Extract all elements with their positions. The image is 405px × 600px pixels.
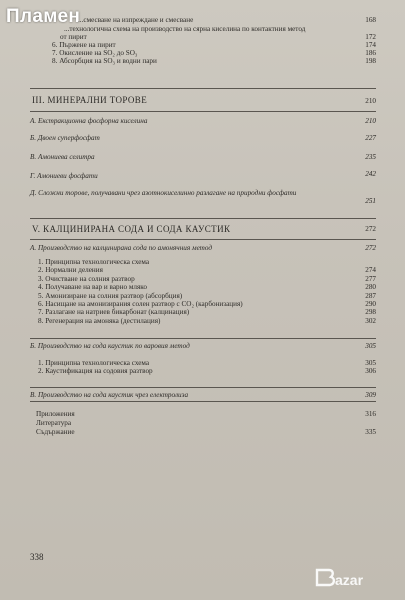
svg-text:azar: azar	[335, 572, 364, 588]
toc-line: Б. Двоен суперфосфат 227	[30, 134, 376, 142]
toc-top-items	[30, 16, 376, 64]
section-header-mineral-fertilizers: III. МИНЕРАЛНИ ТОРОВЕ 210	[30, 88, 376, 112]
toc-line: ...смесване на изпреждане и смесване 168	[78, 16, 376, 24]
section-header-soda: V. КАЛЦИНИРАНА СОДА И СОДА КАУСТИК 272	[30, 218, 376, 240]
page-number: 338	[30, 552, 44, 562]
toc-line: 2. Каустификация на содовия разтвор 306	[38, 367, 376, 376]
bazar-watermark-logo	[313, 566, 397, 594]
toc-subsection-b: Б. Производство на сода каустик по варовия метод 305	[30, 338, 376, 352]
toc-line: 7. Разлагане на натриев бикарбонат (калцинация) 298	[38, 308, 376, 317]
toc-section5-items	[30, 242, 376, 325]
toc-line: 7. Окисление на SO₂ до SO₃ 186	[52, 49, 376, 57]
toc-line: Съдържание 335	[36, 428, 376, 436]
toc-line: Д. Сложни торове, получавани чрез азотнокиселинно разлагане на природни фосфати 251	[30, 189, 376, 205]
toc-line: 1. Принципна технологическа схема	[38, 258, 150, 266]
toc-line: ...технологична схема на производство на сярна киселина по контактния метод	[64, 25, 306, 33]
toc-subsection-b-items	[30, 359, 376, 376]
toc-line: А. Екстракционна фосфорна киселина 210	[30, 117, 376, 125]
toc-line: 1. Принципна технологическа схема 305	[38, 359, 376, 367]
toc-line: 6. Пържене на пирит 174	[52, 41, 376, 49]
toc-line: 8. Абсорбция на SO₃ и водни пари 198	[52, 57, 376, 65]
toc-subsection: А. Производство на калцинирана сода по амонячния метод 272	[30, 244, 376, 252]
toc-subsection-v: В. Производство на сода каустик чрез електролиза 309	[30, 387, 376, 402]
toc-line: 4. Получаване на вар и варно мляко 280	[38, 283, 376, 292]
toc-line: 2. Нормални деления 274	[38, 266, 376, 275]
toc-tail-items	[30, 410, 376, 437]
toc-line: 8. Регенерация на амоняка (дестилация) 302	[38, 316, 376, 325]
toc-line: Приложения 316	[36, 410, 376, 418]
toc-line: В. Амониева селитра 235	[30, 153, 376, 161]
toc-line: 6. Насищане на амонизирания солен разтвор с CO₂ (карбонизация) 290	[38, 299, 376, 308]
toc-line: от пирит 172	[60, 33, 376, 41]
toc-section3-items	[30, 115, 376, 205]
toc-line: 5. Амонизиране на солния разтвор (абсорбция) 287	[38, 291, 376, 300]
toc-line: Г. Амониеви фосфати 242	[30, 170, 376, 180]
watermark-seller-name: Пламен	[6, 6, 81, 27]
toc-line: 3. Очистване на солния разтвор 277	[38, 274, 376, 283]
toc-line: Литература	[36, 419, 72, 427]
